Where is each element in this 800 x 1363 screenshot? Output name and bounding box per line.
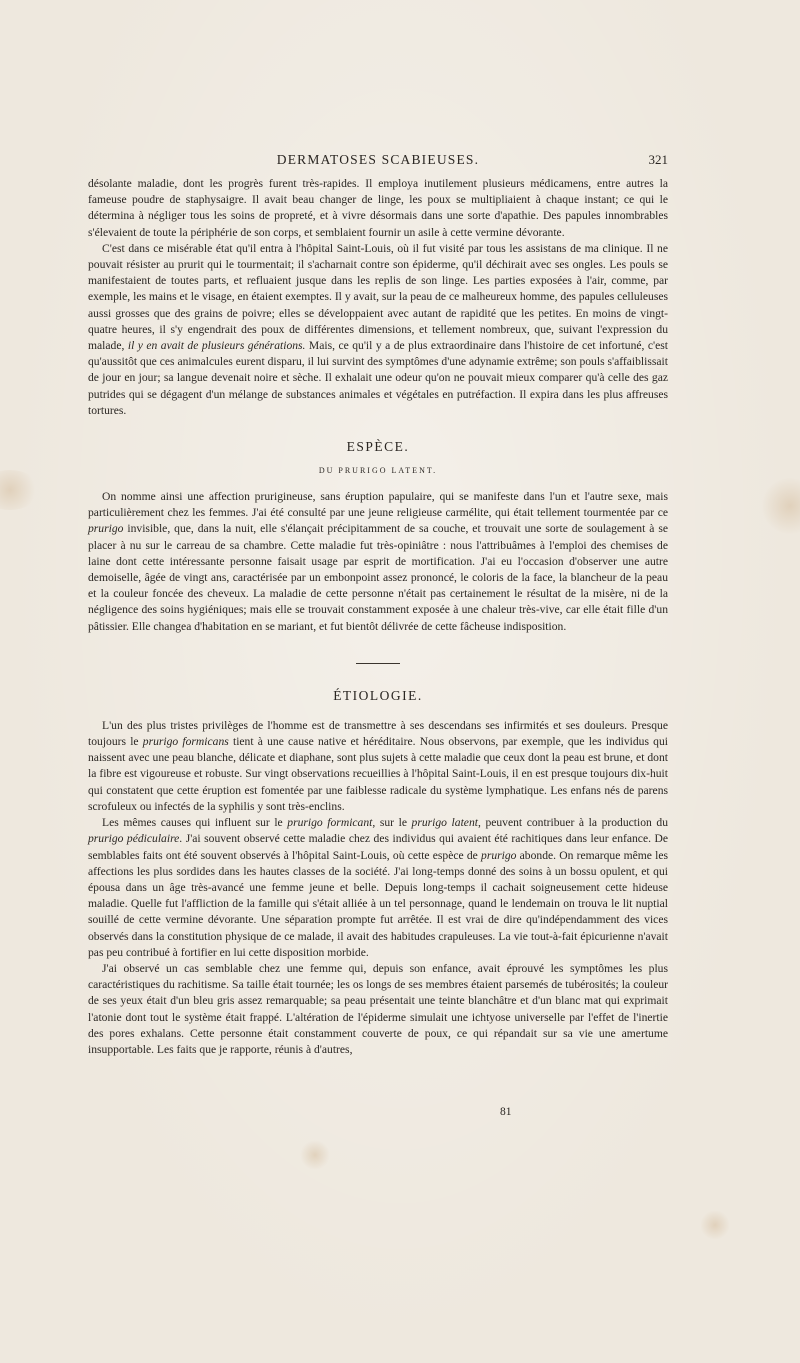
- paragraph-text: , peuvent contribuer à la production du: [477, 816, 668, 830]
- paragraph-text: Les mêmes causes qui influent sur le: [102, 816, 283, 830]
- running-head-title: DERMATOSES SCABIEUSES.: [276, 152, 480, 167]
- signature-mark: 81: [500, 1106, 512, 1118]
- italic-term: prurigo formicans: [142, 735, 229, 749]
- section-subheading: DU PRURIGO LATENT.: [318, 466, 438, 476]
- paragraph-text: L'un des plus tristes privilèges de l'homme est de transmettre à ses descendans ses infirmités et ses douleurs. Presque toujours le: [88, 718, 668, 749]
- text-block: [88, 152, 668, 1058]
- paragraph-saint-louis: [88, 241, 668, 419]
- paragraph-text: . J'ai souvent observé cette maladie chez des individus qui avaient été rachitiques dans leur enfance. De semblables faits ont été souvent observés à l'hôpital Saint-Louis, où cette espèce de: [88, 832, 668, 862]
- paper-stain: [300, 1140, 330, 1170]
- paragraph-text: désolante maladie, dont les progrès furent très-rapides. Il employa inutilement plusieurs médicamens, entre autres la fameuse poudre de staphysaigre. Il avait beau changer de linge, les poux se multipliaient à chaque instant; ce qui le détermina à négliger tous les soins de propreté, et à vivre désormais dans une sorte d'apathie. Des papules innombrables s'élevaient de toute la périphérie de son corps, et semblaient fournir un asile à cette vermine dévorante.: [88, 177, 668, 239]
- running-head: [88, 152, 668, 174]
- paragraph-continuation: [88, 176, 668, 241]
- paragraph-text: On nomme ainsi une affection prurigineuse, sans éruption papulaire, qui se manifeste dans l'un et l'autre sexe, mais particulièrement chez les femmes. J'ai été consulté par une jeune religieuse carmélite, qui était tellement tourmentée par ce: [88, 490, 668, 520]
- paragraph-text: abonde. On remarque même les affections les plus sordides dans les hautes classes de la société. J'ai long-temps donné des soins à un bossu opulent, et qui épousa dans un âge très-avancé une femme jeune et belle. Depuis long-temps il cachait soigneusement cette hideuse maladie. Quelle fut l'affliction de la famille qui s'était alliée à un tel personnage, quand le lendemain on trouva le lit nuptial souillé de cette vermine dévorante. Une séparation prompte fut arrêtée. Il est vrai de dire qu'indépendamment des vices observés dans la constitution physique de ce malade, il avait des habitudes crapuleuses. La vie tout-à-fait épicurienne n'avait pas peu contribué à fortifier en lui cette disposition morbide.: [88, 848, 668, 959]
- paper-stain: [700, 1210, 730, 1240]
- paragraph-heredity: [88, 718, 668, 815]
- page-number: 321: [648, 152, 668, 167]
- paragraph-causes: [88, 815, 668, 961]
- section-heading-espece: ESPÈCE.: [346, 439, 410, 455]
- italic-phrase: il y en avait de plusieurs générations.: [127, 339, 306, 353]
- paragraph-text: invisible, que, dans la nuit, elle s'élançait précipitamment de sa couche, et trouvait une sorte de soulagement à se placer à nu sur le carreau de sa chambre. Cette maladie fut très-opiniâtre : nous l'attribuâmes à l'emploi des chemises de laine dont cette intéressante personne faisait usage par esprit de mortification. J'ai eu l'occasion d'observer une autre demoiselle, âgée de vingt ans, caractérisée par un embonpoint assez prononcé, le coloris de la face, la blancheur de la peau et la couleur foncée des cheveux. La maladie de cette personne n'était pas certainement le résultat de la misère, ni de la négligence des soins hygiéniques; mais elle se trouvait constamment exposée à une chaleur très-vive, car elle était fille d'un pâtissier. Elle changea d'habitation en se mariant, et fut bientôt délivrée de cette fâcheuse indisposition.: [88, 522, 668, 633]
- italic-term: prurigo formicant: [287, 816, 373, 830]
- paragraph-text: Mais, ce qu'il y a de plus extraordinaire dans l'histoire de cet infortuné, c'est qu'aussitôt que ces animalcules eurent disparu, il lui survint des symptômes d'une adynamie extrême; son pouls s'affaiblissait de jour en jour; sa langue devenait noire et sèche. Il exhalait une odeur qu'on ne pouvait mieux comparer qu'à celle des gaz putrides qui se dégagent d'un mélange de substances animales et végétales en putréfaction. Il expira dans les plus affreuses tortures.: [88, 339, 668, 417]
- paragraph-prurigo-latent: [88, 489, 668, 635]
- italic-term: prurigo pédiculaire: [88, 832, 180, 846]
- paragraph-rachitisme: [88, 961, 668, 1058]
- paragraph-text: C'est dans ce misérable état qu'il entra à l'hôpital Saint-Louis, où il fut visité par tous les assistans de ma clinique. Il ne pouvait résister au prurit qui le tourmentait; il s'acharnait contre son épiderme, qu'il déchirait avec ses ongles. Les pouls se manifestaient de toutes parts, et refluaient jusque dans les replis de son linge. Les parties exposées à l'air, comme, par exemple, les mains et le visage, en étaient exemptes. Il y avait, sur la peau de ce malheureux homme, des papules celluleuses aussi grosses que des grains de poivre; elles se développaient avec autant de rapidité que les petites. En moins de vingt-quatre heures, il s'y engendrait des poux de différentes dimensions, et tellement nombreux, que, suivant l'expression du malade,: [88, 241, 668, 353]
- paragraph-text: J'ai observé un cas semblable chez une femme qui, depuis son enfance, avait éprouvé les symptômes les plus caractéristiques du rachitisme. Sa taille était tournée; les os longs de ses membres étaient parsemés de tubérosités; la couleur de ses yeux était d'un bleu gris assez remarquable; sa peau présentait une teinte blanchâtre et d'un blanc mat qui exprimait l'atonie dont tout le système était frappé. L'altération de l'épiderme simulait une ichtyose universelle par l'effet de l'inertie des pores exhalans. Cette personne était constamment couverte de poux, ce qui répandait sur sa vie une amertume insupportable. Les faits que je rapporte, réunis à d'autres,: [88, 961, 668, 1056]
- paper-stain: [760, 478, 800, 534]
- italic-term: prurigo latent: [411, 816, 478, 830]
- italic-term: prurigo: [88, 522, 124, 536]
- italic-term: prurigo: [481, 848, 517, 862]
- paragraph-text: tient à une cause native et héréditaire. Nous observons, par exemple, que les individus qui naissent avec une peau blanche, délicate et diaphane, sont plus sujets à cette maladie que ceux dont la peau est brune, et dont la fibre est vigoureuse et robuste. Sur vingt observations recueillies à l'hôpital Saint-Louis, il en est presque toujours dix-huit qui constatent que cette éruption est fomentée par une faiblesse radicale du système lymphatique. Les enfans nés de parens scrofuleux ou infectés de la syphilis y sont très-enclins.: [88, 735, 668, 813]
- paragraph-text: , sur le: [372, 816, 407, 830]
- section-heading-etiologie: ÉTIOLOGIE.: [333, 687, 423, 703]
- paper-stain: [0, 470, 40, 510]
